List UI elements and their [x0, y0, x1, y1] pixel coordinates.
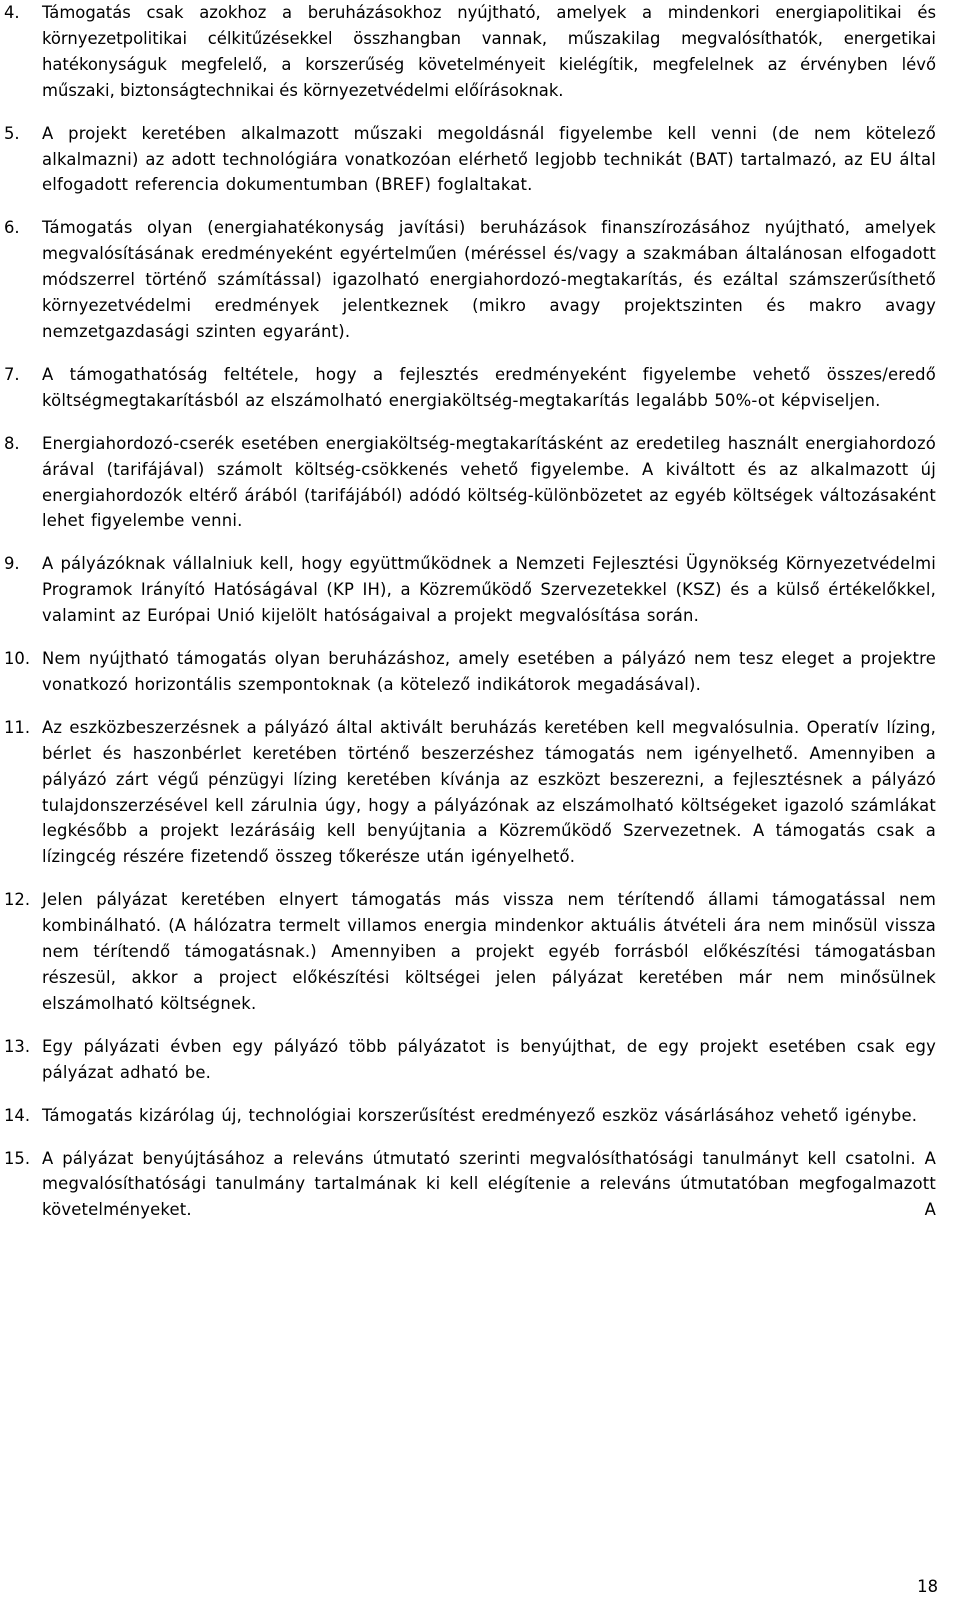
list-item [4, 646, 936, 698]
list-item [4, 887, 936, 1017]
item-number: 9. [4, 554, 20, 574]
item-number: 15. [4, 1148, 31, 1168]
page-number: 18 [917, 1577, 938, 1596]
item-text: A pályázóknak vállalniuk kell, hogy együttműködnek a Nemzeti Fejlesztési Ügynökség Környezetvédelmi Programok Irányító Hatóságával (KP IH), a Közreműködő Szervezetekkel (KSZ) és a külső értékelőkkel, valamint az Európai Unió kijelölt hatóságaival a projekt megvalósítása során. [42, 554, 936, 626]
item-text: Támogatás kizárólag új, technológiai korszerűsítést eredményező eszköz vásárlásához vehető igénybe. [42, 1105, 918, 1125]
list-item [4, 121, 936, 199]
item-text: Nem nyújtható támogatás olyan beruházáshoz, amely esetében a pályázó nem tesz eleget a projektre vonatkozó horizontális szempontoknak (a kötelező indikátorok megadásával). [42, 649, 936, 694]
item-text: A projekt keretében alkalmazott műszaki megoldásnál figyelembe kell venni (de nem kötelező alkalmazni) az adott technológiára vonatkozóan elérhető legjobb technikát (BAT) tartalmazó, az EU által elfogadott referencia dokumentumban (BREF) foglaltakat. [42, 123, 936, 195]
item-number: 8. [4, 433, 20, 453]
item-number: 12. [4, 890, 31, 910]
item-number: 11. [4, 717, 31, 737]
list-item [4, 215, 936, 345]
item-number: 14. [4, 1105, 31, 1125]
list-item [4, 715, 936, 870]
list-item [4, 1146, 936, 1224]
list-item [4, 362, 936, 414]
list-item [4, 431, 936, 535]
list-item [4, 0, 936, 104]
item-number: 6. [4, 218, 20, 238]
item-number: 7. [4, 364, 20, 384]
item-number: 5. [4, 123, 20, 143]
item-text: Energiahordozó-cserék esetében energiaköltség-megtakarításként az eredetileg használt energiahordozó árával (tarifájával) számolt költség-csökkenés vehető figyelembe. A kiváltott és az alkalmazott új energiahordozók eltérő árából (tarifájából) adódó költség-különbözetet az egyéb költségek változásaként lehet figyelembe venni. [42, 433, 936, 531]
item-text: A támogathatóság feltétele, hogy a fejlesztés eredményeként figyelembe vehető összes/eredő költségmegtakarításból az elszámolható energiaköltség-megtakarítás legalább 50%-ot képviseljen. [42, 364, 936, 410]
item-text: Támogatás olyan (energiahatékonyság javítási) beruházások finanszírozásához nyújtható, amelyek megvalósításának eredményeként egyértelműen (méréssel és/vagy a szakmában általánosan elfogadott módszerrel történő számítással) igazolható energiahordozó-megtakarítás, és ezáltal számszerűsíthető környezetvédelmi eredmények jelentkeznek (mikro avagy projektszinten és makro avagy nemzetgazdasági szinten egyaránt). [42, 218, 936, 341]
list-item [4, 1034, 936, 1086]
list-item [4, 551, 936, 629]
requirements-list [4, 0, 936, 1223]
item-text: Egy pályázati évben egy pályázó több pályázatot is benyújthat, de egy projekt esetében csak egy pályázat adható be. [42, 1036, 936, 1082]
item-text: Az eszközbeszerzésnek a pályázó által aktivált beruházás keretében kell megvalósulnia. Operatív lízing, bérlet és haszonbérlet keretében történő beszerzéshez támogatás nem igényelhető. Amennyiben a pályázó zárt végű pénzügyi lízing keretében kívánja az eszközt beszerezni, a fejlesztésnek a pályázó tulajdonszerzésével kell zárulnia úgy, hogy a pályázónak az elszámolható költségeket igazoló számlákat legkésőbb a projekt lezárásáig kell benyújtania a Közreműködő Szervezetnek. A támogatás csak a lízingcég részére fizetendő összeg tőkerésze után igényelhető. [42, 717, 936, 867]
item-text: Jelen pályázat keretében elnyert támogatás más vissza nem térítendő állami támogatással nem kombinálható. (A hálózatra termelt villamos energia mindenkor aktuális átvételi ára nem minősül vissza nem térítendő támogatásnak.) Amennyiben a projekt egyéb forrásból előkészítési támogatásban részesül, akkor a project előkészítési költségei jelen pályázat keretében már nem minősülnek elszámolható költségnek. [42, 890, 936, 1013]
list-item [4, 1103, 936, 1129]
item-number: 4. [4, 3, 20, 22]
item-number: 10. [4, 649, 31, 669]
item-number: 13. [4, 1036, 31, 1056]
item-text: A pályázat benyújtásához a releváns útmutató szerinti megvalósíthatósági tanulmányt kell csatolni. A megvalósíthatósági tanulmány tartalmának ki kell elégítenie a releváns útmutatóban megfogalmazott követelményeket. A [42, 1148, 936, 1220]
item-text: Támogatás csak azokhoz a beruházásokhoz nyújtható, amelyek a mindenkori energiapolitikai és környezetpolitikai célkitűzésekkel összhangban vannak, műszakilag megvalósíthatók, energetikai hatékonyságuk megfelelő, a korszerűség követelményeit kielégítik, megfelelnek az érvényben lévő műszaki, biztonságtechnikai és környezetvédelmi előírásoknak. [42, 3, 936, 100]
